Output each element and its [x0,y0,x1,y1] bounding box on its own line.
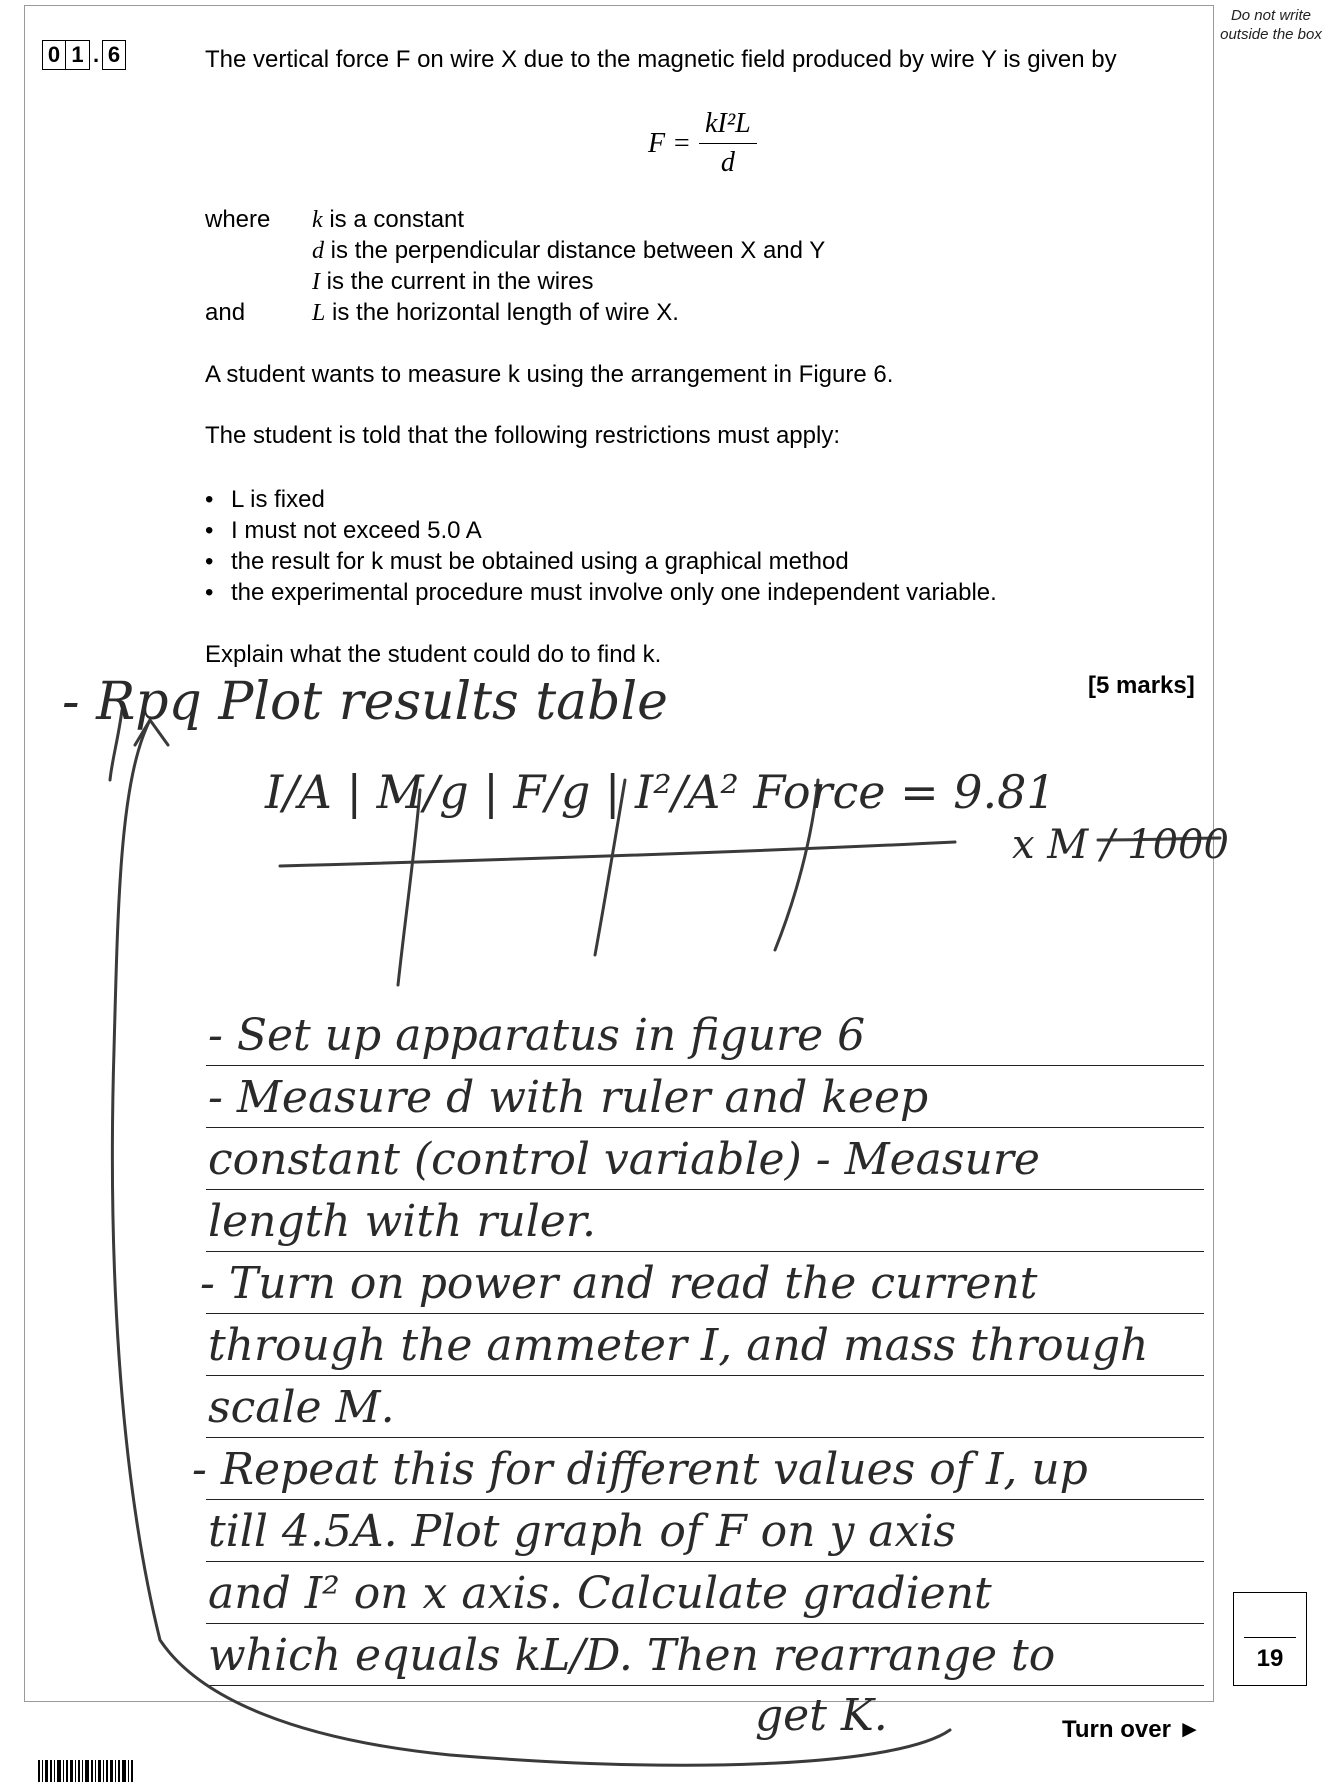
formula-lhs: F = [648,127,691,159]
answer-line-text: - Turn on power and read the current [200,1258,1038,1309]
question-intro: The vertical force F on wire X due to the magnetic field produced by wire Y is given by [205,46,1117,73]
definition-k: k is a constant [312,206,465,233]
definition-l: L is the horizontal length of wire X. [312,299,679,326]
answer-line-text: get K. [755,1690,888,1741]
task-text: A student wants to measure k using the arrangement in Figure 6. [205,361,894,388]
answer-line-text: till 4.5A. Plot graph of F on y axis [208,1506,956,1557]
where-label: where [205,206,271,233]
question-digit: 1 [66,40,90,70]
question-separator: . [92,42,100,67]
answer-line-text: length with ruler. [208,1196,597,1247]
question-digit: 6 [102,40,126,70]
question-prompt: Explain what the student could do to find k. [205,641,662,668]
question-digit: 0 [42,40,66,70]
answer-line-text: scale M. [208,1382,395,1433]
score-value: 19 [1256,1645,1284,1672]
answer-heading: - Rpq Plot results table [62,672,668,732]
barcode-graphic [38,1760,133,1782]
restrictions-intro: The student is told that the following restrictions must apply: [205,422,840,449]
definition-d: d is the perpendicular distance between X and Y [312,237,826,264]
answer-line-text: through the ammeter I, and mass through [208,1320,1149,1371]
formula-numerator: kI²L [699,108,757,144]
answer-line-text: and I² on x axis. Calculate gradient [208,1568,992,1619]
margin-note: Do not write outside the box [1220,7,1322,43]
list-item: • the experimental procedure must involve only one independent variable. [205,579,997,606]
score-divider [1244,1637,1296,1638]
answer-line-text: constant (control variable) - Measure [208,1134,1040,1185]
and-label: and [205,299,246,326]
answer-line-text: - Repeat this for different values of I, up [192,1444,1088,1495]
list-item: • I must not exceed 5.0 A [205,517,482,544]
answer-table-note: x M / 1000 [1012,822,1229,868]
turn-over-label: Turn over ► [1062,1716,1202,1743]
score-box [1233,1592,1307,1686]
answer-line-text: - Set up apparatus in figure 6 [208,1010,866,1061]
list-item: • L is fixed [205,486,325,513]
answer-table-header: I/A | M/g | F/g | I²/A² Force = 9.81 [265,765,1056,819]
formula-denominator: d [720,147,735,178]
answer-line-text: which equals kL/D. Then rearrange to [208,1630,1056,1681]
definition-i: I is the current in the wires [312,268,594,295]
answer-line-text: - Measure d with ruler and keep [208,1072,929,1123]
marks-label: [5 marks] [1088,672,1195,699]
list-item: • the result for k must be obtained using a graphical method [205,548,849,575]
